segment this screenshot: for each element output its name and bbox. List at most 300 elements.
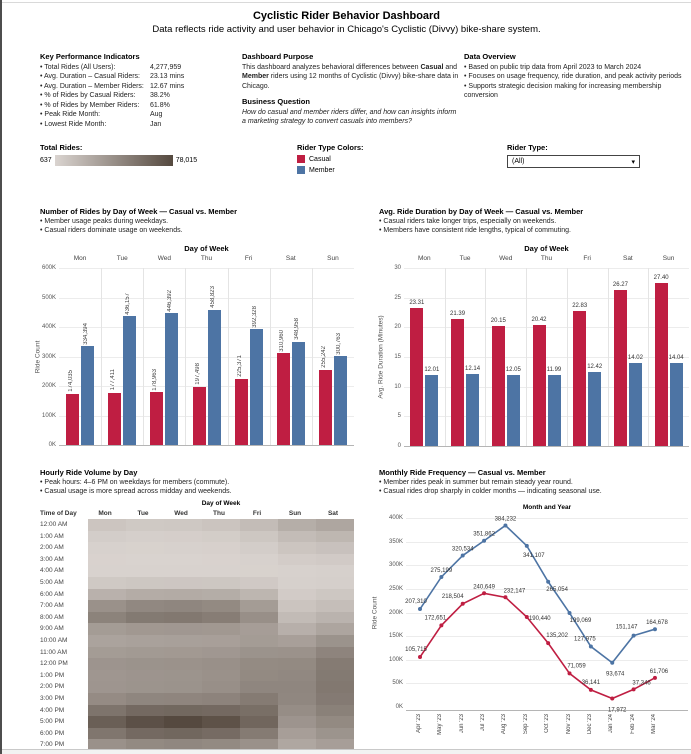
heatmap-cell-mon-8[interactable] xyxy=(88,612,126,624)
y-axis-title: Avg. Ride Duration (Minutes) xyxy=(377,315,385,399)
kpi-heading: Key Performance Indicators xyxy=(40,52,140,61)
heatmap-cell-sun-17[interactable] xyxy=(278,716,316,728)
bar-casual-fri[interactable] xyxy=(235,379,248,445)
bar-member-thu[interactable] xyxy=(208,310,221,445)
kpi-label: • % of Rides by Member Riders: xyxy=(40,101,140,109)
kpi-list xyxy=(40,63,242,130)
bar-member-mon[interactable] xyxy=(81,346,94,445)
heatmap-cell-mon-11[interactable] xyxy=(88,647,126,659)
day-header-row xyxy=(404,255,689,262)
heatmap-cell-tue-18[interactable] xyxy=(126,728,164,740)
heatmap-cell-tue-15[interactable] xyxy=(126,693,164,705)
overview-bullet: • Based on public trip data from April 2023 to March 2024 xyxy=(464,63,642,71)
heatmap-cell-tue-1[interactable] xyxy=(126,531,164,543)
bar-value-label: 177,411 xyxy=(110,369,117,391)
heatmap-cell-fri-18[interactable] xyxy=(240,728,278,740)
heatmap-time-label: 6:00 PM xyxy=(40,729,65,737)
heatmap-cell-mon-6[interactable] xyxy=(88,589,126,601)
bar-casual-sun[interactable] xyxy=(655,283,668,446)
bar-casual-thu[interactable] xyxy=(193,387,206,445)
bar-value-label: 27.40 xyxy=(653,275,669,282)
heatmap-cell-thu-5[interactable] xyxy=(202,577,240,589)
bar-value-label: 348,958 xyxy=(293,318,300,341)
heatmap-cell-tue-11[interactable] xyxy=(126,647,164,659)
legend-entry-label: Member xyxy=(309,166,335,174)
bar-member-sat[interactable] xyxy=(629,363,642,446)
purpose-segment: This dashboard analyzes behavioral differences between xyxy=(242,63,421,71)
heatmap-cell-fri-17[interactable] xyxy=(240,716,278,728)
heatmap-cell-fri-16[interactable] xyxy=(240,705,278,717)
chart-bullet: • Casual riders dominate usage on weekends. xyxy=(40,227,183,234)
day-label: Sat xyxy=(285,255,296,262)
heatmap-cell-tue-6[interactable] xyxy=(126,589,164,601)
heatmap-time-label: 8:00 AM xyxy=(40,613,64,621)
y-tick-label: 10 xyxy=(394,383,401,390)
heatmap-cell-mon-17[interactable] xyxy=(88,716,126,728)
heatmap-cell-sat-2[interactable] xyxy=(316,542,354,554)
bar-value-label: 310,960 xyxy=(278,329,285,352)
heatmap-cell-sun-16[interactable] xyxy=(278,705,316,717)
chart-hourly-heatmap xyxy=(32,468,357,754)
heatmap-time-label: 10:00 AM xyxy=(40,636,68,644)
heatmap-cell-sun-9[interactable] xyxy=(278,623,316,635)
heatmap-time-label: 4:00 PM xyxy=(40,706,65,714)
heatmap-cell-fri-4[interactable] xyxy=(240,565,278,577)
heatmap-cell-wed-13[interactable] xyxy=(164,670,202,682)
heatmap-cell-wed-4[interactable] xyxy=(164,565,202,577)
heatmap-cell-sat-6[interactable] xyxy=(316,589,354,601)
heatmap-cell-fri-3[interactable] xyxy=(240,554,278,566)
heatmap-cell-sat-12[interactable] xyxy=(316,658,354,670)
heatmap-cell-sat-11[interactable] xyxy=(316,647,354,659)
heatmap-cell-mon-14[interactable] xyxy=(88,681,126,693)
heatmap-col-label: Sat xyxy=(327,510,339,517)
point-casual-9[interactable] xyxy=(610,697,614,701)
day-label: Sat xyxy=(622,255,633,262)
bar-casual-wed[interactable] xyxy=(150,392,163,445)
business-question-heading: Business Question xyxy=(242,97,310,106)
chart-bullets xyxy=(40,478,232,496)
heatmap-cell-sat-1[interactable] xyxy=(316,531,354,543)
heatmap-cell-wed-15[interactable] xyxy=(164,693,202,705)
heatmap-cell-sun-0[interactable] xyxy=(278,519,316,531)
heatmap-cell-fri-2[interactable] xyxy=(240,542,278,554)
point-casual-7[interactable] xyxy=(568,671,572,675)
point-member-6[interactable] xyxy=(546,580,550,584)
heatmap-cell-sat-8[interactable] xyxy=(316,612,354,624)
heatmap-cell-thu-13[interactable] xyxy=(202,670,240,682)
heatmap-row xyxy=(88,531,354,543)
heatmap-cell-wed-6[interactable] xyxy=(164,589,202,601)
heatmap-cell-sat-13[interactable] xyxy=(316,670,354,682)
heatmap-cell-wed-9[interactable] xyxy=(164,623,202,635)
point-casual-2[interactable] xyxy=(461,602,465,606)
heatmap-cell-mon-10[interactable] xyxy=(88,635,126,647)
heatmap-cell-mon-12[interactable] xyxy=(88,658,126,670)
point-value-label: 199,069 xyxy=(569,617,592,624)
heatmap-time-label: 2:00 AM xyxy=(40,544,64,552)
point-value-label: 320,534 xyxy=(451,546,474,553)
heatmap-cell-sun-13[interactable] xyxy=(278,670,316,682)
heatmap-cell-fri-10[interactable] xyxy=(240,635,278,647)
point-value-label: 207,310 xyxy=(405,599,427,606)
heatmap-cell-sat-9[interactable] xyxy=(316,623,354,635)
heatmap-cell-sat-17[interactable] xyxy=(316,716,354,728)
heatmap-row xyxy=(88,577,354,589)
heatmap-cell-sun-18[interactable] xyxy=(278,728,316,740)
bar-value-label: 300,763 xyxy=(335,332,342,355)
heatmap-cell-sun-12[interactable] xyxy=(278,658,316,670)
gridline xyxy=(59,298,354,299)
column-divider xyxy=(312,268,313,445)
heatmap-cell-mon-5[interactable] xyxy=(88,577,126,589)
heatmap-cell-sun-1[interactable] xyxy=(278,531,316,543)
bar-member-thu[interactable] xyxy=(548,375,561,446)
heatmap-cell-sat-15[interactable] xyxy=(316,693,354,705)
point-casual-0[interactable] xyxy=(418,655,422,659)
heatmap-row xyxy=(88,600,354,612)
heatmap-cell-thu-4[interactable] xyxy=(202,565,240,577)
bar-member-tue[interactable] xyxy=(466,374,479,446)
heatmap-cell-fri-0[interactable] xyxy=(240,519,278,531)
page-title: Cyclistic Rider Behavior Dashboard xyxy=(252,10,441,22)
point-casual-8[interactable] xyxy=(589,688,593,692)
purpose-heading: Dashboard Purpose xyxy=(242,52,314,61)
x-tick-label: Dec '23 xyxy=(586,714,593,735)
heatmap-cell-fri-15[interactable] xyxy=(240,693,278,705)
point-value-label: 164,678 xyxy=(646,620,668,627)
heatmap-cell-thu-10[interactable] xyxy=(202,635,240,647)
heatmap-cell-thu-2[interactable] xyxy=(202,542,240,554)
heatmap-cell-tue-16[interactable] xyxy=(126,705,164,717)
heatmap-row xyxy=(88,612,354,624)
heatmap-cell-wed-14[interactable] xyxy=(164,681,202,693)
rider-type-dropdown[interactable] xyxy=(507,155,640,168)
heatmap-cell-sun-4[interactable] xyxy=(278,565,316,577)
point-casual-4[interactable] xyxy=(503,595,507,599)
bar-member-wed[interactable] xyxy=(165,313,178,445)
bar-value-label: 436,157 xyxy=(125,292,132,315)
heatmap-cell-sun-5[interactable] xyxy=(278,577,316,589)
heatmap-row xyxy=(88,658,354,670)
heatmap-cell-sat-0[interactable] xyxy=(316,519,354,531)
bar-value-label: 446,392 xyxy=(167,289,174,312)
bar-member-tue[interactable] xyxy=(123,316,136,445)
x-tick-label: May '23 xyxy=(437,714,444,735)
heatmap-cell-tue-4[interactable] xyxy=(126,565,164,577)
heatmap-cell-tue-2[interactable] xyxy=(126,542,164,554)
rider-type-color-legend xyxy=(297,143,364,174)
point-value-label: 384,232 xyxy=(494,516,517,523)
y-tick-label: 50K xyxy=(392,680,403,687)
heatmap-cell-mon-7[interactable] xyxy=(88,600,126,612)
bar-member-fri[interactable] xyxy=(250,329,263,445)
heatmap-cell-mon-16[interactable] xyxy=(88,705,126,717)
heatmap-cell-mon-9[interactable] xyxy=(88,623,126,635)
heatmap-cell-fri-8[interactable] xyxy=(240,612,278,624)
point-casual-3[interactable] xyxy=(482,591,486,595)
bar-member-fri[interactable] xyxy=(588,372,601,446)
bar-value-label: 392,328 xyxy=(251,305,258,328)
bar-member-sun[interactable] xyxy=(334,356,347,445)
point-casual-10[interactable] xyxy=(632,687,636,691)
line-plot xyxy=(388,515,688,735)
heatmap-cell-mon-0[interactable] xyxy=(88,519,126,531)
point-casual-11[interactable] xyxy=(653,676,657,680)
heatmap-cell-wed-8[interactable] xyxy=(164,612,202,624)
point-member-8[interactable] xyxy=(589,645,593,649)
heatmap-cell-thu-12[interactable] xyxy=(202,658,240,670)
heatmap-cell-thu-11[interactable] xyxy=(202,647,240,659)
point-member-1[interactable] xyxy=(439,575,443,579)
heatmap-cell-sat-4[interactable] xyxy=(316,565,354,577)
heatmap-cell-thu-17[interactable] xyxy=(202,716,240,728)
heatmap-cell-thu-15[interactable] xyxy=(202,693,240,705)
point-member-2[interactable] xyxy=(461,554,465,558)
point-value-label: 218,504 xyxy=(441,593,464,600)
bar-casual-mon[interactable] xyxy=(410,308,423,446)
heatmap-cell-wed-11[interactable] xyxy=(164,647,202,659)
point-member-0[interactable] xyxy=(418,607,422,611)
heatmap-cell-thu-0[interactable] xyxy=(202,519,240,531)
y-tick-label: 5 xyxy=(397,413,401,420)
point-member-10[interactable] xyxy=(632,634,636,638)
heatmap-cell-fri-1[interactable] xyxy=(240,531,278,543)
heatmap-cell-mon-15[interactable] xyxy=(88,693,126,705)
chart-bullet: • Member rides peak in summer but remain steady year round. xyxy=(379,479,573,486)
heatmap-col-label: Thu xyxy=(213,510,225,517)
heatmap-row xyxy=(88,542,354,554)
chart-duration-by-day xyxy=(374,207,691,457)
heatmap-row xyxy=(88,519,354,531)
heatmap-cell-wed-5[interactable] xyxy=(164,577,202,589)
heatmap-cell-tue-7[interactable] xyxy=(126,600,164,612)
chart-bullet: • Casual usage is more spread across midday and weekends. xyxy=(40,488,232,495)
heatmap-cell-tue-3[interactable] xyxy=(126,554,164,566)
bar-casual-sat[interactable] xyxy=(614,290,627,446)
heatmap-cell-mon-1[interactable] xyxy=(88,531,126,543)
kpi-value: Jan xyxy=(150,120,162,128)
kpi-panel xyxy=(40,52,242,129)
legend-entry xyxy=(297,166,364,174)
bar-value-label: 11.99 xyxy=(546,366,562,373)
point-member-4[interactable] xyxy=(503,523,507,527)
point-value-label: 265,054 xyxy=(546,586,569,593)
heatmap-cell-mon-3[interactable] xyxy=(88,554,126,566)
y-tick-label: 15 xyxy=(394,354,401,360)
heatmap-row xyxy=(88,589,354,601)
point-member-9[interactable] xyxy=(610,661,614,665)
chart-bullet: • Members have consistent ride lengths, typical of commuting. xyxy=(379,227,571,234)
heatmap-cell-fri-6[interactable] xyxy=(240,589,278,601)
heatmap-cell-wed-17[interactable] xyxy=(164,716,202,728)
heatmap-cell-mon-2[interactable] xyxy=(88,542,126,554)
heatmap-cell-thu-1[interactable] xyxy=(202,531,240,543)
heatmap-cell-mon-18[interactable] xyxy=(88,728,126,740)
bar-value-label: 12.05 xyxy=(505,366,521,373)
bar-casual-sat[interactable] xyxy=(277,353,290,445)
heatmap-cell-wed-0[interactable] xyxy=(164,519,202,531)
x-tick-label: Nov '23 xyxy=(565,714,572,735)
gridline xyxy=(404,268,689,269)
heatmap-cell-tue-10[interactable] xyxy=(126,635,164,647)
point-member-5[interactable] xyxy=(525,544,529,548)
heatmap-cell-fri-11[interactable] xyxy=(240,647,278,659)
bar-member-sun[interactable] xyxy=(670,363,683,446)
kpi-label: • Lowest Ride Month: xyxy=(40,120,107,128)
column-divider xyxy=(228,268,229,445)
bar-casual-wed[interactable] xyxy=(492,326,505,446)
heatmap-time-label: 5:00 PM xyxy=(40,718,65,726)
point-value-label: 275,199 xyxy=(430,567,453,574)
column-divider xyxy=(445,268,446,446)
heatmap-col-label: Fri xyxy=(252,510,262,517)
heatmap-cell-sun-10[interactable] xyxy=(278,635,316,647)
heatmap-cell-sat-14[interactable] xyxy=(316,681,354,693)
heatmap-cell-fri-13[interactable] xyxy=(240,670,278,682)
day-label: Tue xyxy=(459,255,471,262)
point-member-11[interactable] xyxy=(653,627,657,631)
heatmap-cell-thu-7[interactable] xyxy=(202,600,240,612)
heatmap-cell-tue-12[interactable] xyxy=(126,658,164,670)
heatmap-cell-thu-18[interactable] xyxy=(202,728,240,740)
heatmap-cell-thu-8[interactable] xyxy=(202,612,240,624)
heatmap-cell-sat-7[interactable] xyxy=(316,600,354,612)
heatmap-cell-mon-13[interactable] xyxy=(88,670,126,682)
y-tick-label: 0 xyxy=(397,443,401,449)
bar-member-mon[interactable] xyxy=(425,375,438,446)
bar-casual-thu[interactable] xyxy=(533,325,546,446)
heatmap-cell-fri-7[interactable] xyxy=(240,600,278,612)
point-member-7[interactable] xyxy=(568,611,572,615)
bar-value-label: 12.14 xyxy=(465,365,481,372)
heatmap-cell-thu-3[interactable] xyxy=(202,554,240,566)
heatmap-cell-wed-2[interactable] xyxy=(164,542,202,554)
kpi-value: 38.2% xyxy=(150,92,170,99)
heatmap-cell-sat-18[interactable] xyxy=(316,728,354,740)
heatmap-cell-tue-8[interactable] xyxy=(126,612,164,624)
heatmap-cell-fri-14[interactable] xyxy=(240,681,278,693)
heatmap-cell-wed-7[interactable] xyxy=(164,600,202,612)
y-tick-label: 0K xyxy=(395,704,403,710)
heatmap-cell-thu-14[interactable] xyxy=(202,681,240,693)
chart-bullet: • Member usage peaks during weekdays. xyxy=(40,218,169,225)
heatmap-cell-tue-17[interactable] xyxy=(126,716,164,728)
heatmap-time-label: 3:00 PM xyxy=(40,694,65,702)
point-casual-6[interactable] xyxy=(546,641,550,645)
bar-casual-tue[interactable] xyxy=(451,319,464,446)
bar-casual-mon[interactable] xyxy=(66,394,79,445)
heatmap-cell-wed-18[interactable] xyxy=(164,728,202,740)
heatmap-cell-wed-10[interactable] xyxy=(164,635,202,647)
y-axis-title: Ride Count xyxy=(34,340,42,373)
y-tick-label: 0K xyxy=(48,442,56,448)
purpose-text xyxy=(242,63,462,92)
heatmap-cell-sun-2[interactable] xyxy=(278,542,316,554)
heatmap-cell-fri-12[interactable] xyxy=(240,658,278,670)
point-casual-1[interactable] xyxy=(439,623,443,627)
page-subtitle: Data reflects ride activity and user behavior in Chicago's Cyclistic (Divvy) bike-share system. xyxy=(152,24,541,35)
chart-title: Number of Rides by Day of Week — Casual vs. Member xyxy=(40,207,238,216)
heatmap-cell-thu-6[interactable] xyxy=(202,589,240,601)
heatmap-cell-fri-9[interactable] xyxy=(240,623,278,635)
gridline xyxy=(59,386,354,387)
purpose-segment: Member xyxy=(242,73,269,80)
bar-member-sat[interactable] xyxy=(292,342,305,445)
y-tick-label: 200K xyxy=(388,609,403,616)
kpi-value: 61.8% xyxy=(150,101,170,109)
y-tick-label: 100K xyxy=(388,656,403,663)
overview-bullet: • Focuses on usage frequency, ride duration, and peak activity periods xyxy=(464,73,682,80)
heatmap-cell-wed-3[interactable] xyxy=(164,554,202,566)
bar-value-label: 12.01 xyxy=(424,366,440,373)
point-member-3[interactable] xyxy=(482,539,486,543)
heatmap-cell-tue-13[interactable] xyxy=(126,670,164,682)
heatmap-cell-sun-15[interactable] xyxy=(278,693,316,705)
heatmap-cell-sun-7[interactable] xyxy=(278,600,316,612)
purpose-panel xyxy=(242,52,462,127)
heatmap-cell-tue-5[interactable] xyxy=(126,577,164,589)
heatmap-cell-sat-16[interactable] xyxy=(316,705,354,717)
point-value-label: 36,141 xyxy=(581,679,601,686)
bar-member-wed[interactable] xyxy=(507,375,520,446)
bar-value-label: 14.02 xyxy=(627,354,643,361)
y-tick-label: 500K xyxy=(41,294,56,301)
gridline xyxy=(59,416,354,417)
heatmap-cell-wed-1[interactable] xyxy=(164,531,202,543)
heatmap-cell-wed-12[interactable] xyxy=(164,658,202,670)
heatmap-cell-sun-6[interactable] xyxy=(278,589,316,601)
heatmap-cell-thu-9[interactable] xyxy=(202,623,240,635)
bar-casual-tue[interactable] xyxy=(108,393,121,445)
heatmap-cell-fri-5[interactable] xyxy=(240,577,278,589)
heatmap-cell-sat-3[interactable] xyxy=(316,554,354,566)
heatmap-cell-sun-11[interactable] xyxy=(278,647,316,659)
heatmap-cell-sun-8[interactable] xyxy=(278,612,316,624)
point-value-label: 61,706 xyxy=(649,668,669,675)
heatmap-cell-sun-3[interactable] xyxy=(278,554,316,566)
column-divider xyxy=(270,268,271,445)
heatmap-row xyxy=(88,554,354,566)
line-chart-svg xyxy=(405,515,688,714)
gridline xyxy=(404,416,689,417)
heatmap-cell-wed-16[interactable] xyxy=(164,705,202,717)
y-tick-label: 150K xyxy=(388,633,403,640)
heatmap-time-label: 4:00 AM xyxy=(40,567,64,575)
bar-casual-fri[interactable] xyxy=(573,311,586,446)
heatmap-cell-sun-14[interactable] xyxy=(278,681,316,693)
bar-casual-sun[interactable] xyxy=(319,370,332,445)
rider-type-filter-label: Rider Type: xyxy=(507,143,548,152)
business-question-text: How do casual and member riders differ, and how can insights inform a marketing strategy to convert casuals into members? xyxy=(242,108,457,125)
heatmap-cell-sat-10[interactable] xyxy=(316,635,354,647)
heatmap-cell-thu-16[interactable] xyxy=(202,705,240,717)
heatmap-cell-sat-5[interactable] xyxy=(316,577,354,589)
heatmap-time-label: 9:00 AM xyxy=(40,625,64,633)
heatmap-cell-tue-0[interactable] xyxy=(126,519,164,531)
heatmap-col-label: Wed xyxy=(174,510,188,517)
day-label: Tue xyxy=(116,255,128,262)
heatmap-cell-tue-14[interactable] xyxy=(126,681,164,693)
bar-value-label: 197,498 xyxy=(194,363,201,385)
heatmap-cell-mon-4[interactable] xyxy=(88,565,126,577)
heatmap-cell-tue-9[interactable] xyxy=(126,623,164,635)
legend-swatch xyxy=(297,155,305,163)
heatmap-row xyxy=(88,728,354,740)
x-tick-label: Aug '23 xyxy=(501,714,508,735)
point-value-label: 190,440 xyxy=(528,616,551,623)
column-divider xyxy=(526,268,527,446)
